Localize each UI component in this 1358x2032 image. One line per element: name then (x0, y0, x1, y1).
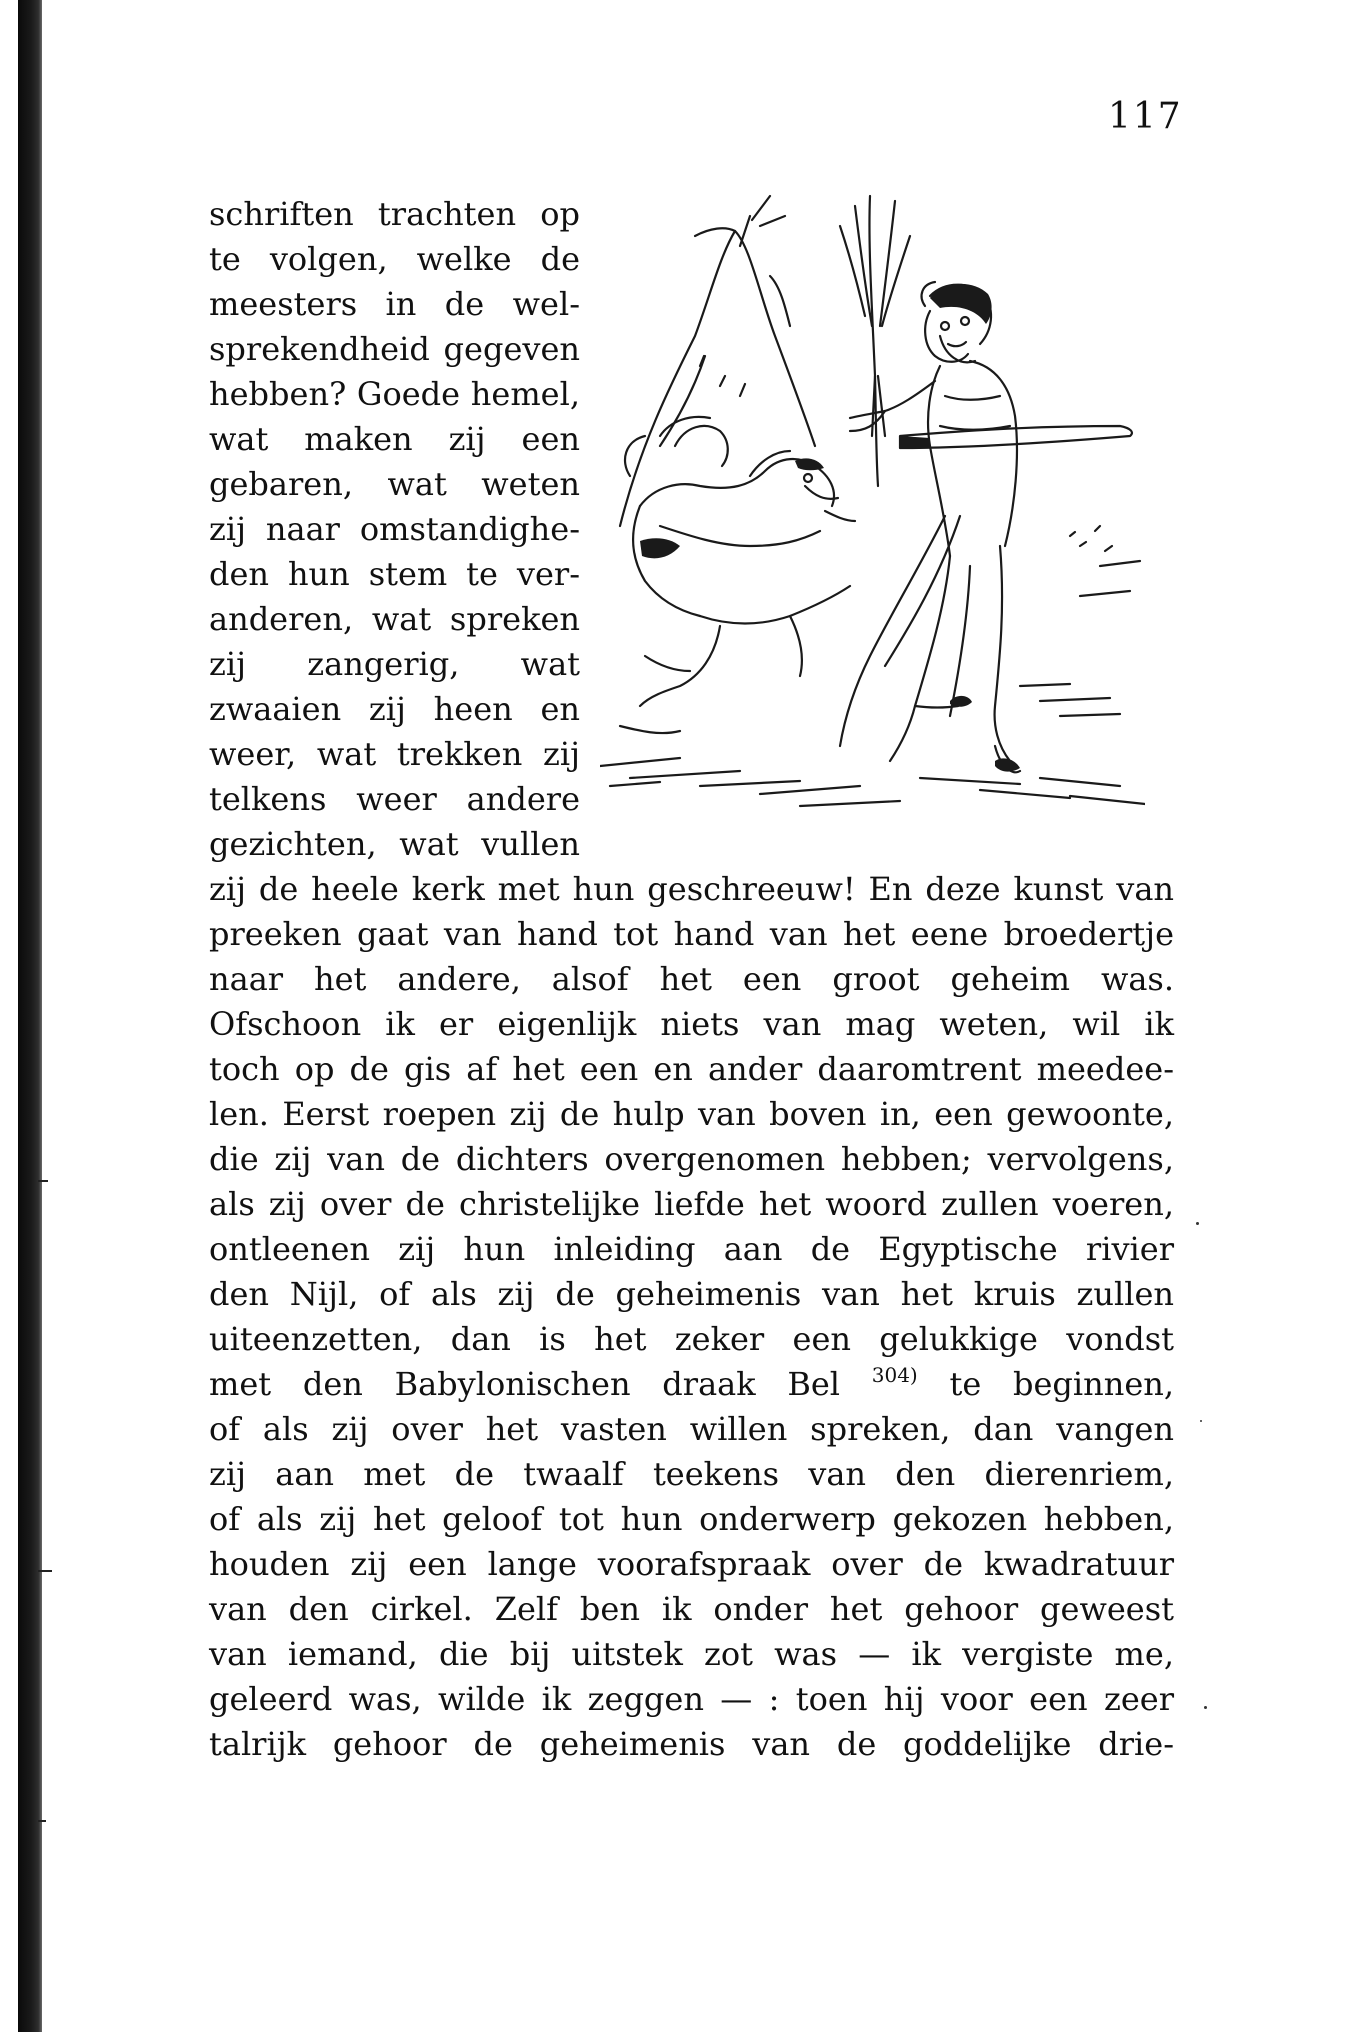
text-segment: te beginnen, (949, 1365, 1175, 1403)
text-line-with-footnote (209, 1362, 1174, 1406)
paper-speck (1196, 1222, 1199, 1225)
spine-fray (38, 1180, 48, 1182)
text-line: houden zij een lange voorafspraak over de kwadratuur (209, 1545, 1174, 1583)
text-line: ontleenen zij hun inleiding aan de Egyptische rivier (209, 1230, 1174, 1268)
text-line: van den cirkel. Zelf ben ik onder het gehoor geweest (209, 1590, 1174, 1628)
fool-and-lion-woodcut-icon (600, 186, 1145, 816)
text-line: Ofschoon ik er eigenlijk niets van mag weten, wil ik (209, 1005, 1174, 1043)
spine-fray (38, 1570, 52, 1572)
text-line: naar het andere, alsof het een groot geheim was. (209, 960, 1174, 998)
text-line: die zij van de dichters overgenomen hebben; vervolgens, (209, 1140, 1174, 1178)
text-line: zij aan met de twaalf teekens van den dierenriem, (209, 1455, 1174, 1493)
text-line: zij naar omstandighe- (209, 510, 580, 548)
text-line: meesters in de wel- (209, 285, 580, 323)
text-segment: met den Babylonischen draak Bel (209, 1365, 841, 1403)
text-line: toch op de gis af het een en ander daaromtrent meedee- (209, 1050, 1174, 1088)
page-number: 117 (1108, 96, 1183, 137)
text-line: schriften trachten op (209, 195, 580, 233)
text-line: of als zij over het vasten willen spreken, dan vangen (209, 1410, 1174, 1448)
text-line: of als zij het geloof tot hun onderwerp gekozen hebben, (209, 1500, 1174, 1538)
text-line: den Nijl, of als zij de geheimenis van het kruis zullen (209, 1275, 1174, 1313)
text-line: geleerd was, wilde ik zeggen — : toen hij voor een zeer (209, 1680, 1174, 1718)
paper-speck (1200, 1420, 1202, 1422)
text-line: len. Eerst roepen zij de hulp van boven in, een gewoonte, (209, 1095, 1174, 1133)
text-line: sprekendheid gegeven (209, 330, 580, 368)
text-line: wat maken zij een (209, 420, 580, 458)
text-line: den hun stem te ver- (209, 555, 580, 593)
text-line: als zij over de christelijke liefde het woord zullen voeren, (209, 1185, 1174, 1223)
text-line: hebben? Goede hemel, (209, 375, 580, 413)
woodcut-illustration (600, 186, 1145, 816)
text-line: te volgen, welke de (209, 240, 580, 278)
text-line: preeken gaat van hand tot hand van het eene broedertje (209, 915, 1174, 953)
footnote-reference: 304) (871, 1363, 918, 1387)
text-line: weer, wat trekken zij (209, 735, 580, 773)
spine-fray (38, 1820, 46, 1822)
text-line: zwaaien zij heen en (209, 690, 580, 728)
text-line: anderen, wat spreken (209, 600, 580, 638)
paper-speck (1204, 1706, 1207, 1709)
text-line: gebaren, wat weten (209, 465, 580, 503)
text-line: gezichten, wat vullen (209, 825, 580, 863)
text-line: telkens weer andere (209, 780, 580, 818)
text-line: zij de heele kerk met hun geschreeuw! En deze kunst van (209, 870, 1174, 908)
text-line: zij zangerig, wat (209, 645, 580, 683)
book-spine-shadow (18, 0, 42, 2032)
text-line: van iemand, die bij uitstek zot was — ik vergiste me, (209, 1635, 1174, 1673)
text-line: talrijk gehoor de geheimenis van de goddelijke drie- (209, 1725, 1174, 1763)
text-line: uiteenzetten, dan is het zeker een gelukkige vondst (209, 1320, 1174, 1358)
